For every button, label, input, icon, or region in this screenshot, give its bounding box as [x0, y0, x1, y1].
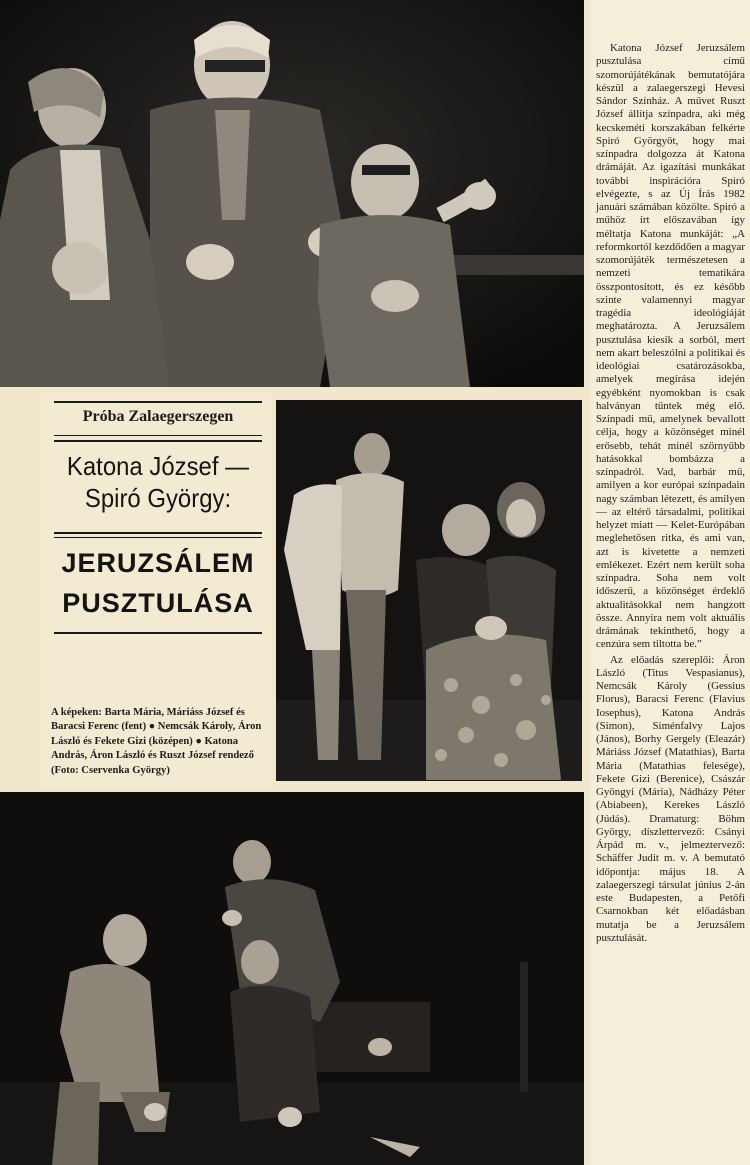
rule-above-headline-2 — [54, 537, 262, 538]
article-text — [596, 42, 745, 947]
rule-above-headline — [54, 532, 262, 534]
photo-caption: A képeken: Barta Mária, Máriáss József és Baracsi Ferenc (fent) ● Nemcsák Károly, Áron László és Fekete Gizi (középen) ● Katona András, Áron László és Ruszt József rendező (Foto: Cservenka György) — [51, 707, 262, 776]
authors — [62, 450, 253, 514]
kicker: Próba Zalaegerszegen — [82, 408, 234, 425]
authors-line-1: Katona József — — [66, 451, 250, 481]
headline-line-1: JERUZSÁLEM — [61, 548, 255, 578]
rule-under-headline — [54, 632, 262, 634]
article-paragraph-1: Katona József Jeruzsálem pusztulása című szomorújátékának bemutatójára készül a zalaegerszegi Hevesi Sándor Színház. A művet Ruszt József állítja színpadra, aki még kecskeméti korszakában felkérte Spiró Györgyöt, hogy mai színpadra dolgozza át Katona drámáját. Az igazítási munkákat további inspirációra Spiró elvégezte, s az Új Írás 1982 januári számában közölte. Spiró a műhöz írt előszavában így méltatja Katona munkáját: „A reformkortól kezdődően a magyar szomorújáték természetesen a nemzeti tematikára összpontosított, és ez később szinte valamennyi magyar tragédia ideológiáját meghatározta. A Jeruzsálem pusztulása kiesik a sorból, mert nem akart beleszólni a politikai és ideológiai csatározásokba, amelyek megírása idején egyébként nyomokban is csak halványan tűntek még elő. Színpadi mű, amelynek bevallott célja, hogy a közönséget minél erősebb, tehát minél szörnyűbb hatásokkal bombázza a színpadról. Vad, barbár mű, amilyen a kor európai színpadain nagy számban létezett, és amilyen — az eltérő társadalmi, politikai helyzet miatt — Kelet-Európában meglehetősen ritka, és ami van, azt is kivetette a nemzeti emlékezet. Ezért nem került soha színpadra. Soha nem volt időszerű, a közönséget érdeklő aktualitásokkal nem hangzott össze. Annyira nem volt aktuális drámának tekinthető, hogy a cenzúra sem tiltotta be.” — [596, 42, 745, 651]
headline — [54, 543, 262, 623]
authors-line-2: Spiró György: — [84, 483, 232, 513]
article-paragraph-2: Az előadás szereplői: Áron László (Titus Vespasianus), Nemcsák Károly (Gessius Florus), Baracsi Ferenc (Flavius Iosephus), Katona András (Simon), Siménfalvy Lajos (János), Borhy Gergely (Eleazár) Máriáss József (Matathias), Barta Mária (Matathias felesége), Fekete Gizi (Berenice), Császár Gyöngyi (Mária), Nádházy Péter (Abiabeen), Kerekes László (Júdás). Dramaturg: Böhm György, díszlettervező: Csányi Árpád m. v., jelmeztervező: Schäffer Judit m. v. A bemutató időpontja: május 18. A zalaegerszegi társulat június 2-án este Budapesten, a Petőfi Csarnokban két előadásban mutatja be a Jeruzsálem pusztulását. — [596, 653, 745, 944]
photo-rehearsal-middle — [276, 400, 582, 781]
rule-under-kicker — [54, 435, 262, 436]
photo-rehearsal-top — [0, 0, 584, 387]
rule-top — [54, 401, 262, 403]
photo-rehearsal-bottom — [0, 792, 584, 1165]
headline-line-2: PUSZTULÁSA — [62, 588, 254, 618]
rule-under-kicker-2 — [54, 440, 262, 442]
